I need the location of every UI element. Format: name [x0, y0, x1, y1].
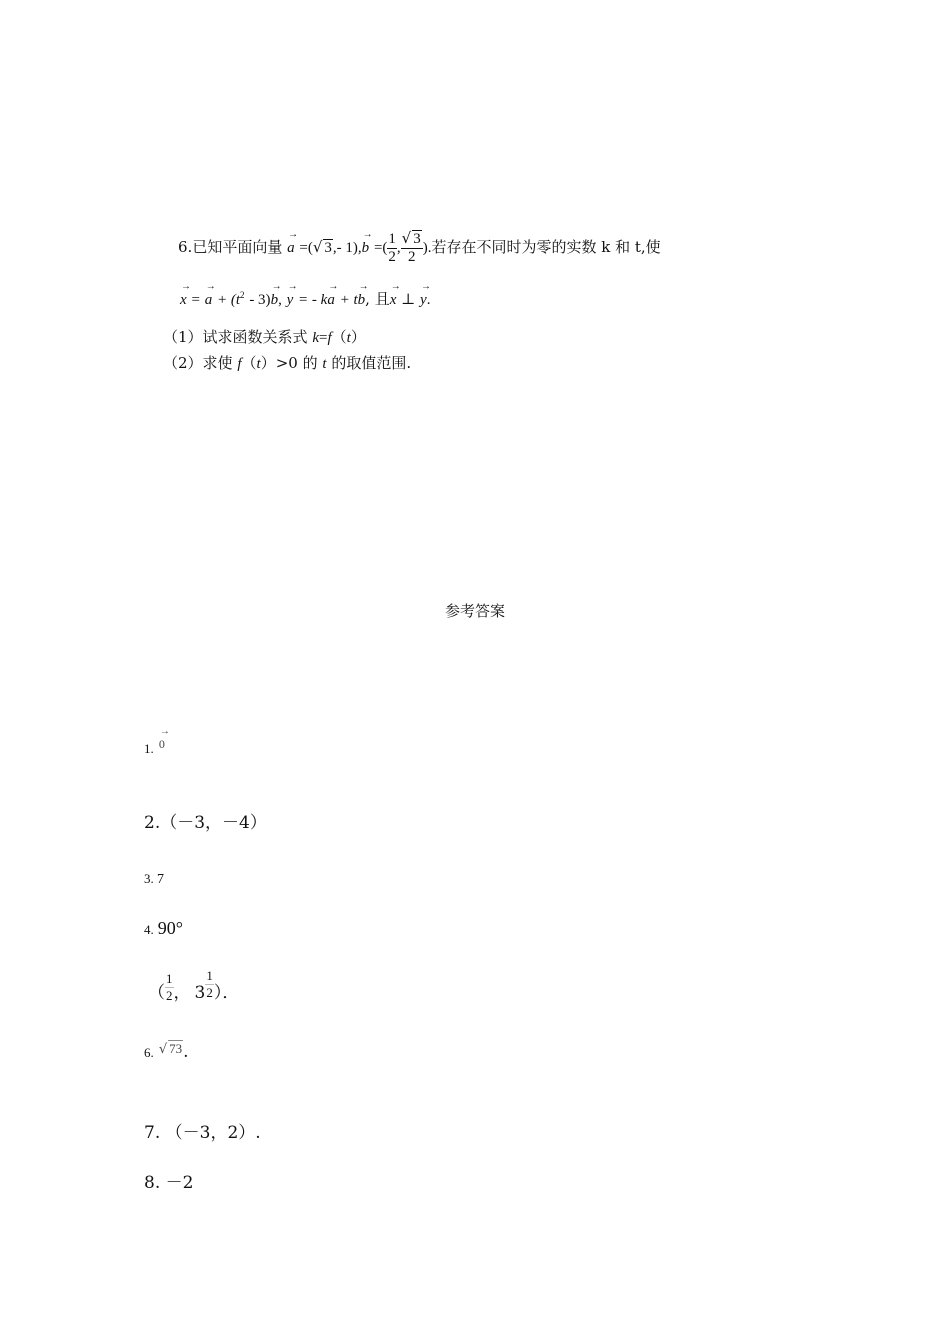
- part1-label: （1）试求函数关系式: [163, 328, 308, 346]
- zero-vector: → 0: [159, 737, 165, 752]
- comma: ，: [173, 983, 191, 1003]
- answer-2: 2.（－3，－4）: [144, 813, 267, 833]
- and-text: , 且: [365, 290, 390, 308]
- t-var: t: [256, 356, 261, 372]
- answer-1: [144, 738, 165, 757]
- t-var: t: [346, 330, 351, 346]
- vector-x: → x: [390, 292, 397, 309]
- question-part-1: [163, 326, 366, 347]
- part2-label: （2）求使: [163, 354, 233, 372]
- answers-heading: 参考答案: [444, 602, 505, 620]
- answer-3: [144, 871, 164, 888]
- question-condition: 若存在不同时为零的实数 k 和 t,使: [431, 238, 661, 256]
- question-6-line-1: [178, 230, 661, 266]
- t-var: t: [322, 356, 327, 372]
- frac-numerator: 1: [206, 968, 213, 983]
- vector-y: → y: [287, 292, 294, 309]
- k-var: k: [312, 330, 319, 346]
- frac-denominator: 2: [206, 985, 213, 1000]
- answer-number: 6.: [144, 1045, 154, 1060]
- b-separator: ,: [396, 240, 401, 256]
- frac-numerator: 1: [166, 971, 173, 986]
- period: .: [426, 292, 431, 308]
- vector-a: → a: [205, 292, 213, 309]
- a-value-close: ,- 1),: [332, 240, 362, 256]
- paren-open: （: [331, 328, 347, 346]
- frac-numerator: [401, 230, 423, 249]
- answer-8: 8. －2: [144, 1173, 194, 1193]
- answer-5: [148, 968, 239, 1004]
- sqrt-icon: √: [401, 229, 412, 247]
- minus-three: - 3): [249, 292, 271, 308]
- paren-open: （: [148, 983, 165, 1003]
- sqrt-icon: √: [158, 1042, 168, 1057]
- equals: =: [319, 330, 328, 346]
- fraction: [165, 971, 174, 1004]
- paren-close: ）: [260, 354, 276, 372]
- question-intro: 已知平面向量: [192, 238, 283, 256]
- answer-number: 4.: [144, 922, 154, 937]
- b-fraction-2: [401, 230, 423, 266]
- vector-x: → x: [180, 292, 187, 309]
- comma: ,: [278, 292, 282, 308]
- b-fraction-1: [387, 231, 397, 266]
- equals: =: [191, 292, 200, 308]
- three: 3: [194, 983, 206, 1003]
- sqrt-value: 3: [413, 231, 421, 247]
- vector-b: → b: [358, 292, 366, 309]
- perp-icon: ⊥: [401, 292, 416, 308]
- exponent: 2: [240, 290, 245, 300]
- frac-denominator: 2: [407, 249, 416, 265]
- answer-value: 7: [157, 872, 164, 887]
- period: .: [183, 1042, 189, 1062]
- vector-a: → a: [327, 292, 335, 309]
- answer-number: 1.: [144, 741, 154, 756]
- sqrt-icon: √: [312, 238, 323, 256]
- answer-4: [144, 918, 183, 939]
- question-part-2: [163, 352, 411, 373]
- question-number: 6.: [178, 238, 193, 256]
- sqrt-value: 73: [169, 1041, 183, 1056]
- part2-rest: 的取值范围.: [331, 354, 412, 372]
- answer-value: 90°: [157, 918, 183, 938]
- vector-b: → b: [362, 240, 370, 257]
- answer-7: 7. （－3，2）.: [144, 1123, 261, 1143]
- vector-y: → y: [420, 292, 427, 309]
- f-var: f: [237, 356, 242, 372]
- fraction: [205, 968, 214, 1001]
- paren-open: （: [241, 354, 257, 372]
- f-var: f: [327, 330, 332, 346]
- a-value-open: =(: [299, 240, 313, 256]
- frac-denominator: 2: [388, 248, 396, 265]
- paren-close: ）．: [213, 983, 240, 1003]
- answer-number: 3.: [144, 871, 154, 886]
- a-sqrt-value: 3: [324, 240, 332, 256]
- paren-close: ）: [350, 328, 366, 346]
- b-value-open: =(: [373, 240, 388, 256]
- question-6-line-2: [180, 288, 430, 309]
- vector-a: → a: [287, 240, 295, 257]
- vector-b: → b: [271, 292, 279, 309]
- plus-t: + (t: [216, 292, 241, 308]
- gt-zero: >0 的: [275, 354, 318, 372]
- b-value-close: ).: [422, 240, 432, 256]
- plus-t: + t: [339, 292, 358, 308]
- frac-numerator: 1: [388, 230, 396, 247]
- answer-6: [144, 1042, 189, 1062]
- frac-denominator: 2: [166, 988, 173, 1003]
- equals-minus-k: = - k: [298, 292, 328, 308]
